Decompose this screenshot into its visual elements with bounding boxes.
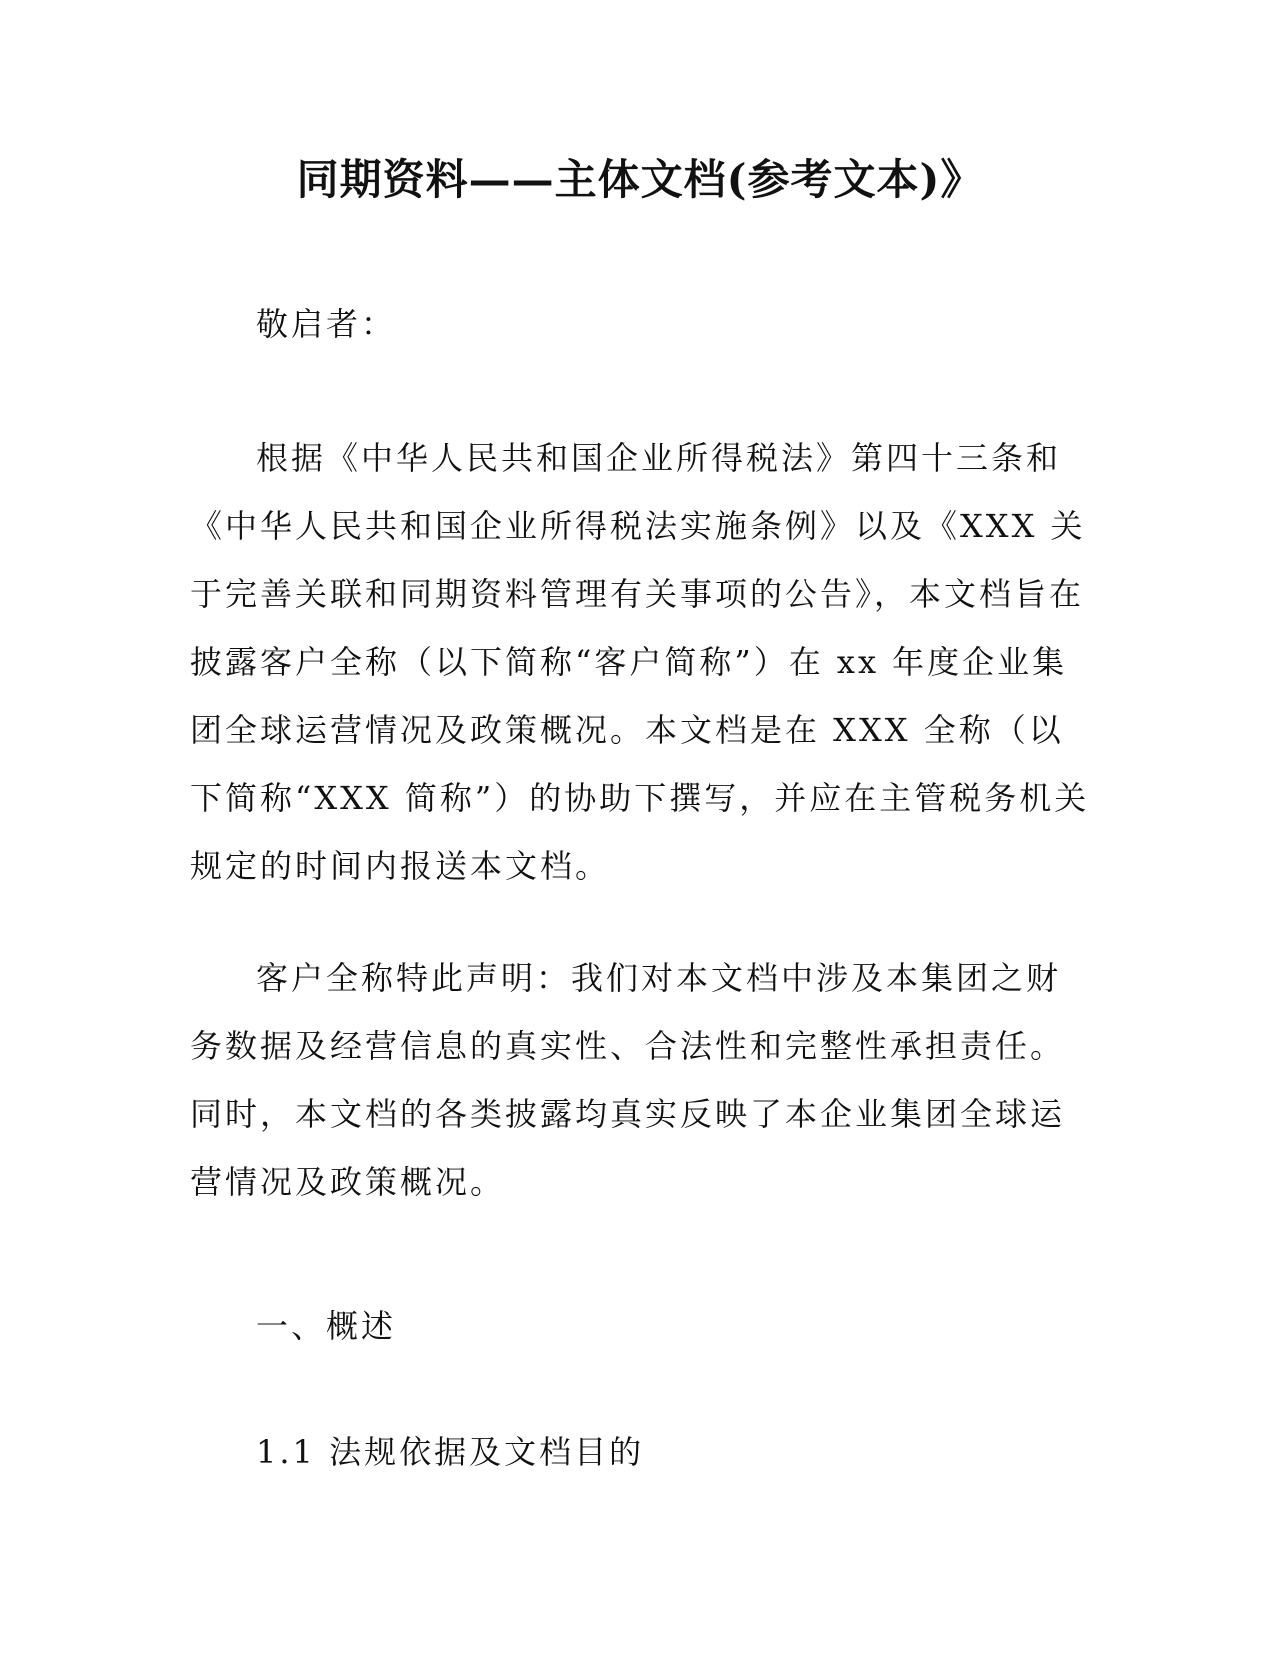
salutation: 敬启者： bbox=[256, 305, 397, 343]
paragraph-legal-basis: 根据《中华人民共和国企业所得税法》第四十三条和《中华人民共和国企业所得税法实施条例》以及《XXX 关于完善关联和同期资料管理有关事项的公告》，本文档旨在披露客户全称（以下简称“客户简称”）在 xx 年度企业集团全球运营情况及政策概况。本文档是在 XXX 全称（以下简称“XXX 简称”）的协助下撰写，并应在主管税务机关规定的时间内报送本文档。 bbox=[190, 439, 1090, 885]
document-title: 同期资料——主体文档(参考文本)》 bbox=[296, 155, 984, 204]
paragraph-declaration: 客户全称特此声明：我们对本文档中涉及本集团之财务数据及经营信息的真实性、合法性和完整性承担责任。同时，本文档的各类披露均真实反映了本企业集团全球运营情况及政策概况。 bbox=[190, 959, 1066, 1201]
section-heading-overview: 一、概述 bbox=[256, 1307, 397, 1345]
subsection-heading: 1.1 法规依据及文档目的 bbox=[256, 1433, 645, 1471]
